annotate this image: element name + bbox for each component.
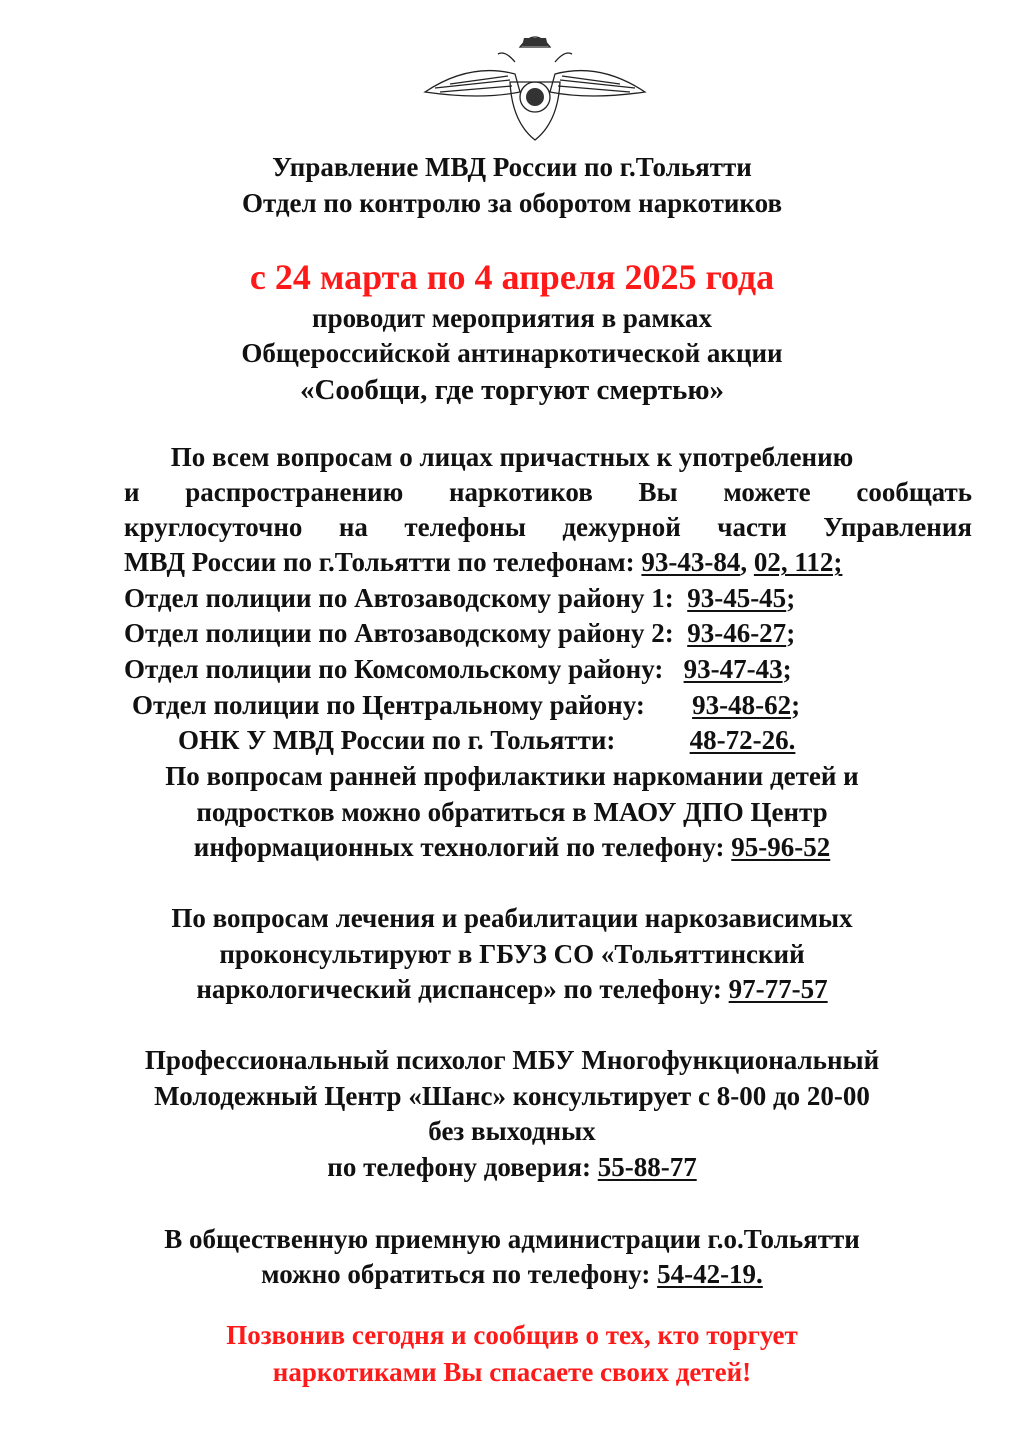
department-row (178, 723, 1018, 757)
prevention-line-1: По вопросам ранней профилактики наркомании детей и (165, 761, 859, 791)
administration-line-1: В общественную приемную администрации г.о.Тольятти (164, 1224, 860, 1254)
contacts-line-3: круглосуточно на телефоны дежурной части Управления (124, 512, 972, 542)
department-phone[interactable]: 93-46-27 (687, 618, 787, 648)
treatment-line-2: проконсультируют в ГБУЗ СО «Тольяттинский (219, 939, 805, 969)
administration-phone[interactable]: 54-42-19. (657, 1259, 763, 1289)
campaign-dates: с 24 марта по 4 апреля 2025 года (249, 257, 775, 297)
treatment-line-3 (0, 972, 1024, 1006)
department-phone[interactable]: 48-72-26. (689, 725, 796, 755)
prevention-line-2: подростков можно обратиться в МАОУ ДПО Центр (196, 797, 828, 827)
treatment-line-1: По вопросам лечения и реабилитации наркозависимых (171, 903, 853, 933)
separator: , (740, 547, 754, 577)
prevention-label: информационных технологий по телефону: (193, 832, 732, 862)
contacts-line-1: По всем вопросам о лицах причастных к употреблению (170, 442, 854, 472)
department-phone[interactable]: 93-48-62 (692, 690, 792, 720)
department-label: ОНК У МВД России по г. Тольятти: (178, 725, 690, 755)
duty-label: МВД России по г.Тольятти по телефонам: (124, 547, 642, 577)
department-row (124, 581, 1004, 615)
department-phone[interactable]: 93-47-43 (683, 654, 783, 684)
contacts-line-4 (124, 545, 972, 579)
administration-label: можно обратиться по телефону: (261, 1259, 658, 1289)
campaign-title: «Сообщи, где торгуют смертью» (299, 374, 725, 406)
department-row (132, 688, 1012, 722)
treatment-label: наркологический диспансер» по телефону: (196, 974, 729, 1004)
psychologist-line-3: без выходных (428, 1116, 596, 1146)
department-label: Отдел полиции по Автозаводскому району 2: (124, 618, 688, 648)
hotline-label: по телефону доверия: (327, 1152, 598, 1182)
punct: ; (782, 654, 792, 684)
prevention-phone[interactable]: 95-96-52 (731, 832, 831, 862)
administration-line-2 (0, 1257, 1024, 1291)
department-label: Отдел полиции по Комсомольскому району: (124, 654, 684, 684)
appeal-line-2: наркотиками Вы спасаете своих детей! (272, 1357, 752, 1387)
punct: ; (791, 690, 801, 720)
psychologist-line-1: Профессиональный психолог МБУ Многофункциональный (144, 1045, 880, 1075)
header-division: Отдел по контролю за оборотом наркотиков (241, 188, 783, 218)
intro-line-1: проводит мероприятия в рамках (312, 303, 712, 333)
punct: ; (786, 583, 796, 613)
psychologist-line-4 (0, 1150, 1024, 1184)
punct: ; (786, 618, 796, 648)
duty-phone[interactable]: 93-43-84 (641, 547, 741, 577)
emergency-phones[interactable]: 02, 112; (753, 547, 843, 577)
mvd-emblem-logo (420, 22, 650, 147)
department-label: Отдел полиции по Центральному району: (132, 690, 693, 720)
treatment-phone[interactable]: 97-77-57 (728, 974, 828, 1004)
psychologist-line-2: Молодежный Центр «Шанс» консультирует с 8-00 до 20-00 (154, 1081, 870, 1111)
contacts-line-2: и распространению наркотиков Вы можете сообщать (124, 477, 972, 507)
department-label: Отдел полиции по Автозаводскому району 1: (124, 583, 688, 613)
department-row (124, 616, 1004, 650)
header-department: Управление МВД России по г.Тольятти (272, 152, 752, 182)
department-row (124, 652, 1004, 686)
department-phone[interactable]: 93-45-45 (687, 583, 787, 613)
intro-line-2: Общероссийской антинаркотической акции (241, 338, 783, 368)
appeal-line-1: Позвонив сегодня и сообщив о тех, кто торгует (226, 1320, 798, 1350)
hotline-phone[interactable]: 55-88-77 (597, 1152, 697, 1182)
prevention-line-3 (0, 830, 1024, 864)
